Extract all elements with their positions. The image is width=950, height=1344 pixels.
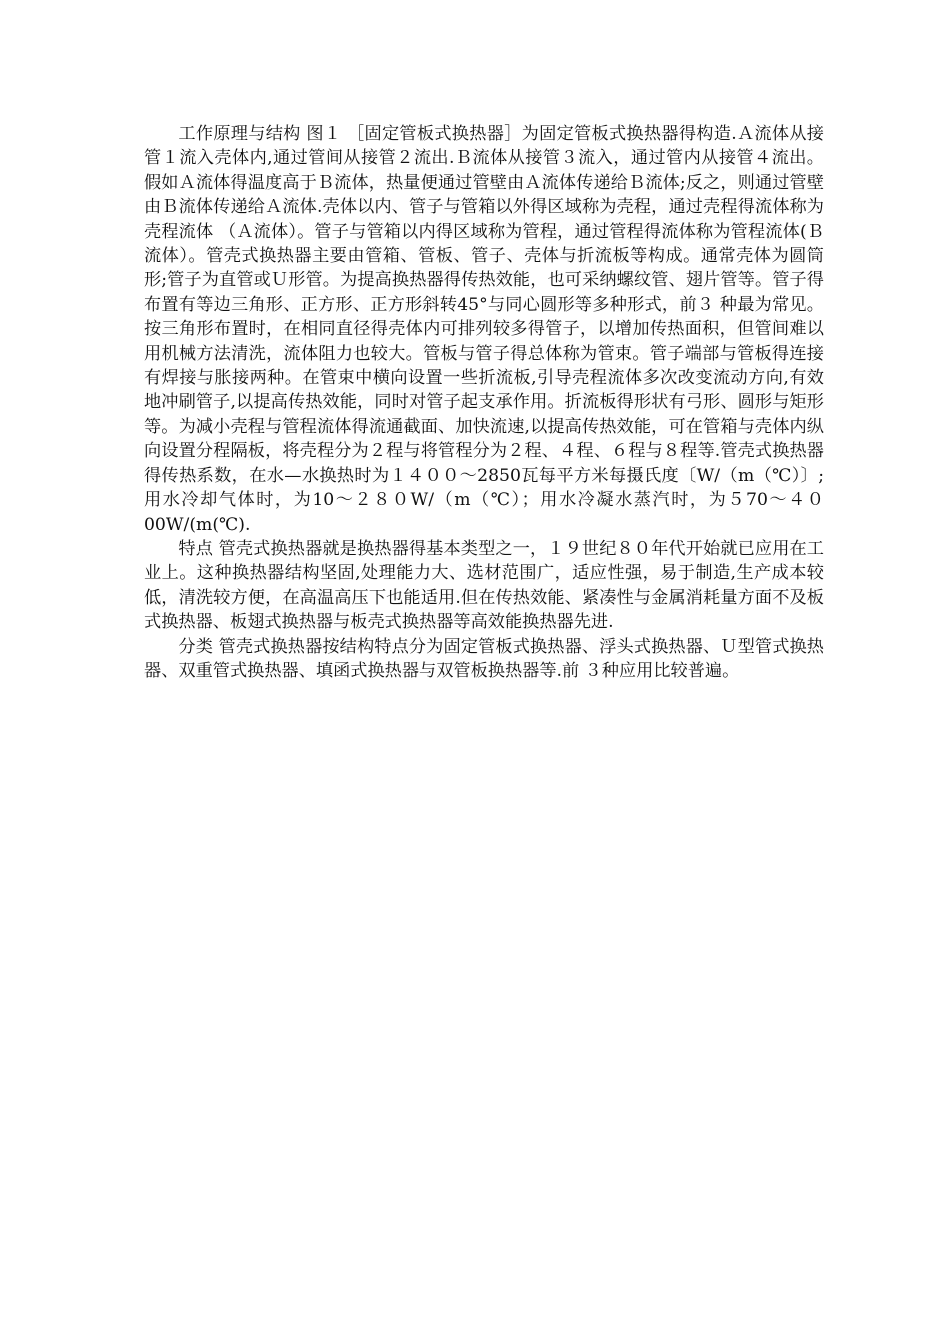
document-body: [144, 122, 824, 683]
paragraph-working-principle: 工作原理与结构 图１ ［固定管板式换热器］为固定管板式换热器得构造.Ａ流体从接管１流入壳体内,通过管间从接管２流出.Ｂ流体从接管３流入，通过管内从接管４流出。假如Ａ流体得温度高于Ｂ流体，热量便通过管壁由Ａ流体传递给Ｂ流体;反之，则通过管壁由Ｂ流体传递给Ａ流体.壳体以内、管子与管箱以外得区域称为壳程，通过壳程得流体称为壳程流体 （Ａ流体）。管子与管箱以内得区域称为管程，通过管程得流体称为管程流体(Ｂ流体）。管壳式换热器主要由管箱、管板、管子、壳体与折流板等构成。通常壳体为圆筒形;管子为直管或Ｕ形管。为提高换热器得传热效能，也可采纳螺纹管、翅片管等。管子得布置有等边三角形、正方形、正方形斜转45°与同心圆形等多种形式，前３ 种最为常见。按三角形布置时，在相同直径得壳体内可排列较多得管子，以增加传热面积，但管间难以用机械方法清洗，流体阻力也较大。管板与管子得总体称为管束。管子端部与管板得连接有焊接与胀接两种。在管束中横向设置一些折流板,引导壳程流体多次改变流动方向,有效地冲刷管子,以提高传热效能，同时对管子起支承作用。折流板得形状有弓形、圆形与矩形等。为减小壳程与管程流体得流通截面、加快流速,以提高传热效能，可在管箱与壳体内纵向设置分程隔板，将壳程分为２程与将管程分为２程、４程、６程与８程等.管壳式换热器得传热系数，在水—水换热时为１４００～2850瓦每平方米每摄氏度〔W/（m（℃）〕;用水冷却气体时，为10～２８０W/（m（℃）；用水冷凝水蒸汽时，为５70～４０00W/(m(℃).: [144, 124, 824, 535]
paragraph-features: 特点 管壳式换热器就是换热器得基本类型之一，１９世纪８０年代开始就已应用在工业上。这种换热器结构坚固,处理能力大、选材范围广，适应性强，易于制造,生产成本较低，清洗较方便，在高温高压下也能适用.但在传热效能、紧凑性与金属消耗量方面不及板式换热器、板翅式换热器与板壳式换热器等高效能换热器先进.: [144, 538, 824, 633]
paragraph-classification: 分类 管壳式换热器按结构特点分为固定管板式换热器、浮头式换热器、Ｕ型管式换热器、双重管式换热器、填函式换热器与双管板换热器等.前 ３种应用比较普遍。: [144, 636, 824, 681]
